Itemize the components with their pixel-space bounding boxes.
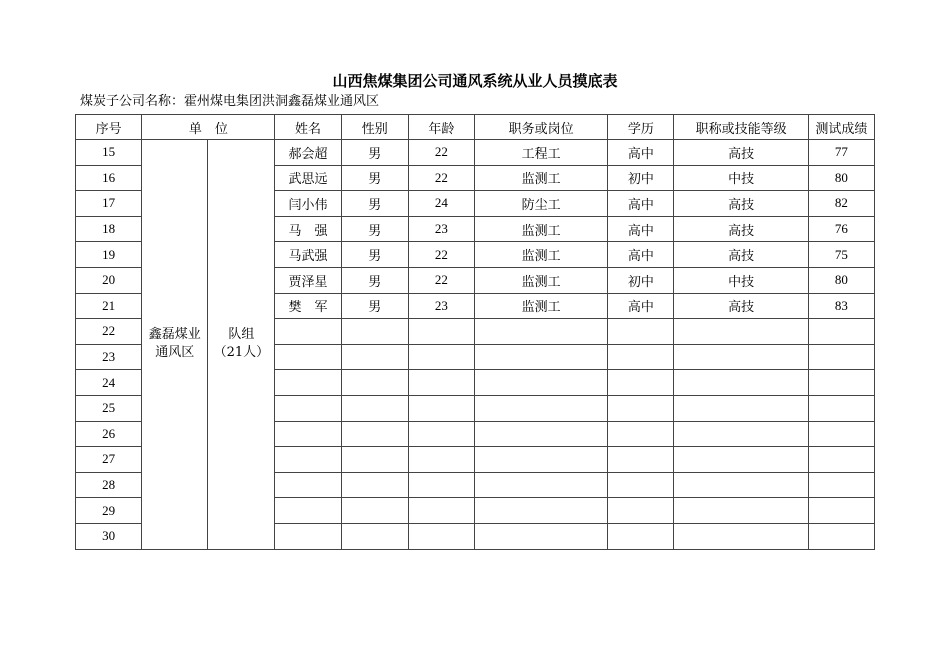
cell-education	[608, 498, 674, 524]
cell-age	[408, 395, 474, 421]
cell-age: 22	[408, 165, 474, 191]
cell-education	[608, 370, 674, 396]
header-row	[76, 115, 875, 140]
header-seq: 序号	[76, 115, 142, 140]
cell-position: 监测工	[474, 216, 607, 242]
cell-unit-team	[208, 140, 275, 550]
cell-score: 80	[808, 267, 874, 293]
cell-position	[474, 344, 607, 370]
cell-position: 监测工	[474, 165, 607, 191]
cell-gender: 男	[341, 267, 408, 293]
cell-name	[275, 395, 341, 421]
unit-team-line: （21人）	[213, 345, 270, 361]
cell-position	[474, 472, 607, 498]
cell-name	[275, 370, 341, 396]
cell-seq: 24	[76, 370, 142, 396]
cell-score	[808, 498, 874, 524]
cell-seq: 19	[76, 242, 142, 268]
cell-position	[474, 498, 607, 524]
cell-title-level: 中技	[674, 165, 808, 191]
cell-gender: 男	[341, 293, 408, 319]
cell-education	[608, 319, 674, 345]
cell-gender: 男	[341, 216, 408, 242]
cell-title-level	[674, 498, 808, 524]
cell-seq: 30	[76, 523, 142, 549]
header-education: 学历	[608, 115, 674, 140]
cell-name	[275, 447, 341, 473]
cell-position: 监测工	[474, 242, 607, 268]
cell-name: 贾泽星	[275, 267, 341, 293]
cell-title-level: 高技	[674, 293, 808, 319]
cell-seq: 18	[76, 216, 142, 242]
cell-name: 闫小伟	[275, 191, 341, 217]
cell-score: 77	[808, 140, 874, 166]
cell-score	[808, 319, 874, 345]
cell-age: 23	[408, 216, 474, 242]
cell-gender	[341, 421, 408, 447]
cell-name	[275, 344, 341, 370]
cell-gender: 男	[341, 242, 408, 268]
cell-name: 马 强	[275, 216, 341, 242]
cell-education	[608, 472, 674, 498]
header-gender: 性别	[341, 115, 408, 140]
cell-education	[608, 523, 674, 549]
cell-unit-department	[142, 140, 208, 550]
unit-department-line: 通风区	[155, 345, 195, 361]
cell-position	[474, 421, 607, 447]
cell-name: 樊 军	[275, 293, 341, 319]
roster-body	[76, 140, 875, 550]
cell-age: 22	[408, 267, 474, 293]
cell-title-level	[674, 523, 808, 549]
cell-title-level	[674, 344, 808, 370]
cell-score: 76	[808, 216, 874, 242]
cell-gender	[341, 523, 408, 549]
cell-gender	[341, 395, 408, 421]
cell-name	[275, 523, 341, 549]
cell-name: 武思远	[275, 165, 341, 191]
cell-title-level	[674, 472, 808, 498]
cell-gender	[341, 319, 408, 345]
cell-gender	[341, 472, 408, 498]
cell-position	[474, 370, 607, 396]
cell-seq: 25	[76, 395, 142, 421]
cell-age	[408, 421, 474, 447]
cell-education: 高中	[608, 293, 674, 319]
cell-score	[808, 421, 874, 447]
cell-title-level: 中技	[674, 267, 808, 293]
cell-seq: 16	[76, 165, 142, 191]
cell-gender	[341, 498, 408, 524]
cell-seq: 28	[76, 472, 142, 498]
cell-score	[808, 523, 874, 549]
cell-position	[474, 319, 607, 345]
cell-score	[808, 344, 874, 370]
cell-title-level	[674, 395, 808, 421]
cell-gender	[341, 447, 408, 473]
cell-seq: 27	[76, 447, 142, 473]
cell-name	[275, 498, 341, 524]
cell-seq: 21	[76, 293, 142, 319]
cell-score: 83	[808, 293, 874, 319]
cell-position: 监测工	[474, 293, 607, 319]
cell-score	[808, 447, 874, 473]
cell-education: 初中	[608, 165, 674, 191]
cell-education: 高中	[608, 242, 674, 268]
cell-position	[474, 447, 607, 473]
cell-age	[408, 472, 474, 498]
header-position: 职务或岗位	[474, 115, 607, 140]
cell-seq: 22	[76, 319, 142, 345]
cell-gender: 男	[341, 140, 408, 166]
cell-title-level	[674, 421, 808, 447]
cell-age: 22	[408, 140, 474, 166]
cell-score: 80	[808, 165, 874, 191]
cell-title-level	[674, 370, 808, 396]
cell-education: 高中	[608, 191, 674, 217]
cell-education: 高中	[608, 216, 674, 242]
cell-seq: 17	[76, 191, 142, 217]
cell-score: 82	[808, 191, 874, 217]
cell-title-level: 高技	[674, 242, 808, 268]
cell-seq: 23	[76, 344, 142, 370]
cell-age	[408, 344, 474, 370]
cell-name	[275, 319, 341, 345]
cell-title-level	[674, 447, 808, 473]
cell-seq: 29	[76, 498, 142, 524]
cell-position: 监测工	[474, 267, 607, 293]
cell-age	[408, 319, 474, 345]
cell-gender	[341, 370, 408, 396]
cell-name	[275, 472, 341, 498]
cell-education	[608, 395, 674, 421]
unit-team-line: 队组	[228, 327, 255, 343]
cell-title-level	[674, 319, 808, 345]
unit-department-line: 鑫磊煤业	[148, 327, 201, 343]
header-name: 姓名	[275, 115, 341, 140]
cell-gender: 男	[341, 191, 408, 217]
header-score: 测试成绩	[808, 115, 874, 140]
header-age: 年龄	[408, 115, 474, 140]
cell-age	[408, 498, 474, 524]
cell-score: 75	[808, 242, 874, 268]
cell-education: 高中	[608, 140, 674, 166]
cell-age	[408, 523, 474, 549]
cell-score	[808, 395, 874, 421]
company-name-line: 煤炭子公司名称：霍州煤电集团洪洞鑫磊煤业通风区	[80, 94, 380, 109]
cell-title-level: 高技	[674, 191, 808, 217]
cell-seq: 20	[76, 267, 142, 293]
cell-gender: 男	[341, 165, 408, 191]
cell-age: 22	[408, 242, 474, 268]
header-unit: 单 位	[142, 115, 275, 140]
cell-name: 马武强	[275, 242, 341, 268]
cell-seq: 26	[76, 421, 142, 447]
cell-age	[408, 370, 474, 396]
cell-position: 工程工	[474, 140, 607, 166]
document-title: 山西焦煤集团公司通风系统从业人员摸底表	[332, 72, 618, 90]
cell-score	[808, 472, 874, 498]
cell-gender	[341, 344, 408, 370]
staff-roster-table	[75, 114, 875, 550]
cell-seq: 15	[76, 140, 142, 166]
cell-score	[808, 370, 874, 396]
cell-education	[608, 447, 674, 473]
cell-position	[474, 523, 607, 549]
cell-education	[608, 421, 674, 447]
cell-age	[408, 447, 474, 473]
cell-title-level: 高技	[674, 216, 808, 242]
cell-name	[275, 421, 341, 447]
cell-position: 防尘工	[474, 191, 607, 217]
table-row	[76, 140, 875, 166]
cell-education	[608, 344, 674, 370]
cell-name: 郝会超	[275, 140, 341, 166]
cell-title-level: 高技	[674, 140, 808, 166]
cell-age: 24	[408, 191, 474, 217]
cell-education: 初中	[608, 267, 674, 293]
cell-position	[474, 395, 607, 421]
cell-age: 23	[408, 293, 474, 319]
header-title-level: 职称或技能等级	[674, 115, 808, 140]
